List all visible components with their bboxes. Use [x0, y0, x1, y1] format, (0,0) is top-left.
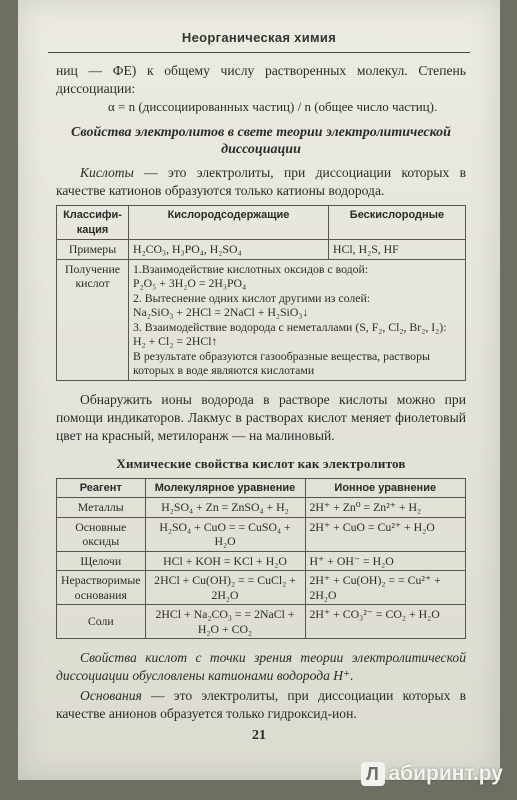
- table1-header-nonoxy: Бескислородные: [329, 206, 466, 240]
- dissociation-formula: α = n (диссоциированных частиц) / n (общее число частиц).: [108, 99, 438, 114]
- molecular-equation: 2HCl + Cu(OH)₂ = = CuCl₂ + 2H₂O: [145, 571, 305, 605]
- labirint-logo-icon: Л: [361, 762, 385, 786]
- header-title: Неорганическая химия: [181, 30, 337, 45]
- reagent-cell: Нерастворимые основания: [57, 571, 146, 605]
- watermark-text: абиринт.ру: [388, 762, 503, 785]
- running-header: [48, 10, 470, 53]
- indicators-paragraph: Обнаружить ионы водорода в растворе кислоты можно при помощи индикаторов. Лакмус в растворах кислот меняет фиолетовый цвет на красный, метилоранж — на малиновый.: [56, 391, 466, 443]
- prep-line: 1.Взаимодействие кислотных оксидов с водой:: [133, 261, 369, 276]
- molecular-equation: HCl + KOH = KCl + H₂O: [145, 551, 305, 571]
- prep-line: Na₂SiO₃ + 2HCl = 2NaCl + H₂SiO₃↓: [133, 305, 309, 319]
- italic-note: Свойства кислот с точки зрения теории электролитической диссоциации обусловлены катионами водорода H⁺.: [56, 650, 466, 683]
- watermark: [361, 762, 504, 786]
- ionic-equation: 2H⁺ + Zn⁰ = Zn²⁺ + H₂: [305, 498, 465, 518]
- bases-term: Основания: [80, 688, 142, 703]
- prep-line: 2. Вытеснение одних кислот другими из солей:: [133, 290, 371, 305]
- page-body: [56, 62, 466, 723]
- table2-header-mol: Молекулярное уравнение: [145, 478, 305, 498]
- intro-text: ниц — ФЕ) к общему числу растворенных молекул. Степень диссоциации:: [56, 63, 466, 96]
- acids-definition-text: — это электролиты, при диссоциации которых в качестве катионов образуются только катионы водорода.: [56, 165, 466, 198]
- table-row: [57, 498, 466, 518]
- prep-line: H₂ + Cl₂ = 2HCl↑: [133, 334, 218, 348]
- bases-definition: [56, 687, 466, 723]
- table-row: [57, 605, 466, 639]
- molecular-equation: H₂SO₄ + Zn = ZnSO₄ + H₂: [145, 498, 305, 518]
- table-row: [57, 517, 466, 551]
- ionic-equation: 2H⁺ + CO₃²⁻ = CO₂ + H₂O: [305, 605, 465, 639]
- section-title: Свойства электролитов в свете теории электролитической диссоциации: [71, 125, 451, 157]
- oxy-examples: H₂CO₃, H₃PO₄, H₂SO₄: [129, 240, 329, 260]
- acids-term: Кислоты: [80, 165, 134, 180]
- examples-label: Примеры: [57, 240, 129, 260]
- table1-header-oxy: Кислородсодержащие: [129, 206, 329, 240]
- nonoxy-examples: HCl, H₂S, HF: [329, 240, 466, 260]
- table1-header-class: Классифи-кация: [57, 206, 129, 240]
- ionic-equation: 2H⁺ + Cu(OH)₂ = = Cu²⁺ + 2H₂O: [305, 571, 465, 605]
- table-row: [57, 571, 466, 605]
- table2-title: Химические свойства кислот как электролитов: [116, 455, 406, 471]
- book-page: [18, 0, 500, 780]
- acids-classification-table: [56, 205, 466, 381]
- table-row: [57, 551, 466, 571]
- page-number: 21: [252, 728, 266, 743]
- reagent-cell: Соли: [57, 605, 146, 639]
- ionic-equation: 2H⁺ + CuO = Cu²⁺ + H₂O: [305, 517, 465, 551]
- acid-properties-table: [56, 478, 466, 640]
- molecular-equation: 2HCl + Na₂CO₃ = = 2NaCl + H₂O + CO₂: [145, 605, 305, 639]
- prep-line: P₂O₅ + 3H₂O = 2H₃PO₄: [133, 276, 247, 290]
- acids-definition: [56, 164, 466, 200]
- prep-line: 3. Взаимодействие водорода с неметаллами (S, F₂, Cl₂, Br₂, I₂):: [133, 319, 447, 334]
- table2-header-reagent: Реагент: [57, 478, 146, 498]
- reagent-cell: Металлы: [57, 498, 146, 518]
- ionic-equation: H⁺ + OH⁻ = H₂O: [305, 551, 465, 571]
- table2-header-ion: Ионное уравнение: [305, 478, 465, 498]
- prep-label: Получение кислот: [57, 259, 129, 380]
- molecular-equation: H₂SO₄ + CuO = = CuSO₄ + H₂O: [145, 517, 305, 551]
- prep-cell: [129, 259, 466, 380]
- bases-definition-text: — это электролиты, при диссоциации которых в качестве анионов образуется только гидроксид-ион.: [56, 688, 466, 721]
- reagent-cell: Основные оксиды: [57, 517, 146, 551]
- prep-line: В результате образуются газообразные вещества, растворы которых в воде являются кислотами: [133, 348, 430, 377]
- reagent-cell: Щелочи: [57, 551, 146, 571]
